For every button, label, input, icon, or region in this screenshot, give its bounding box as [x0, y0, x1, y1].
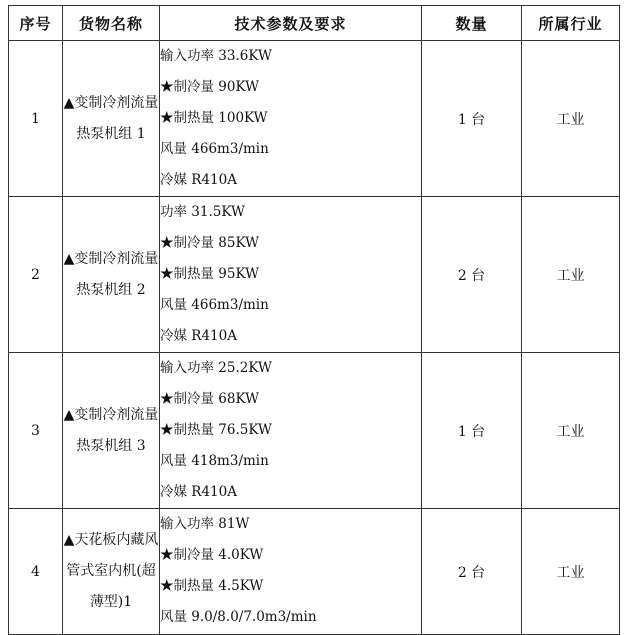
param-line: 风量 466m3/min	[160, 297, 269, 313]
param-line: 风量 418m3/min	[160, 453, 269, 469]
param-line: 输入功率 33.6KW	[160, 48, 272, 64]
header-row	[9, 6, 620, 41]
header-goods-name: 货物名称	[63, 6, 160, 41]
param-line: ★制冷量 85KW	[160, 235, 259, 251]
param-line: ★制冷量 68KW	[160, 391, 259, 407]
param-line: 输入功率 25.2KW	[160, 360, 272, 376]
param-line: ★制热量 76.5KW	[160, 422, 272, 438]
param-line: ★制冷量 90KW	[160, 79, 259, 95]
param-line: 功率 31.5KW	[160, 204, 245, 220]
industry: 工业	[522, 353, 620, 509]
quantity: 1 台	[422, 41, 522, 197]
param-line: ★制冷量 4.0KW	[160, 547, 264, 563]
param-line: ★制热量 95KW	[160, 266, 259, 282]
quantity: 2 台	[422, 509, 522, 635]
industry: 工业	[522, 509, 620, 635]
param-line: 冷媒 R410A	[160, 328, 237, 344]
goods-name: ▲变制冷剂流量热泵机组 3	[63, 353, 160, 509]
header-quantity: 数量	[422, 6, 522, 41]
table-row	[9, 509, 620, 635]
industry: 工业	[522, 197, 620, 353]
param-line: 冷媒 R410A	[160, 172, 237, 188]
row-number: 1	[9, 41, 63, 197]
tech-params	[160, 41, 422, 197]
goods-name: ▲变制冷剂流量热泵机组 1	[63, 41, 160, 197]
param-line: ★制热量 100KW	[160, 110, 268, 126]
tech-params	[160, 353, 422, 509]
tech-params	[160, 509, 422, 635]
param-line: ★制热量 4.5KW	[160, 578, 264, 594]
param-line: 输入功率 81W	[160, 516, 250, 532]
goods-name: ▲天花板内藏风管式室内机(超薄型)1	[63, 509, 160, 635]
row-number: 3	[9, 353, 63, 509]
param-line: 冷媒 R410A	[160, 484, 237, 500]
table-row	[9, 353, 620, 509]
tech-params	[160, 197, 422, 353]
quantity: 1 台	[422, 353, 522, 509]
quantity: 2 台	[422, 197, 522, 353]
header-no: 序号	[9, 6, 63, 41]
header-tech-params: 技术参数及要求	[160, 6, 422, 41]
param-line: 风量 466m3/min	[160, 141, 269, 157]
header-industry: 所属行业	[522, 6, 620, 41]
row-number: 4	[9, 509, 63, 635]
table-row	[9, 41, 620, 197]
goods-name: ▲变制冷剂流量热泵机组 2	[63, 197, 160, 353]
equipment-spec-table	[8, 5, 620, 635]
row-number: 2	[9, 197, 63, 353]
param-line: 风量 9.0/8.0/7.0m3/min	[160, 609, 317, 625]
industry: 工业	[522, 41, 620, 197]
table-row	[9, 197, 620, 353]
